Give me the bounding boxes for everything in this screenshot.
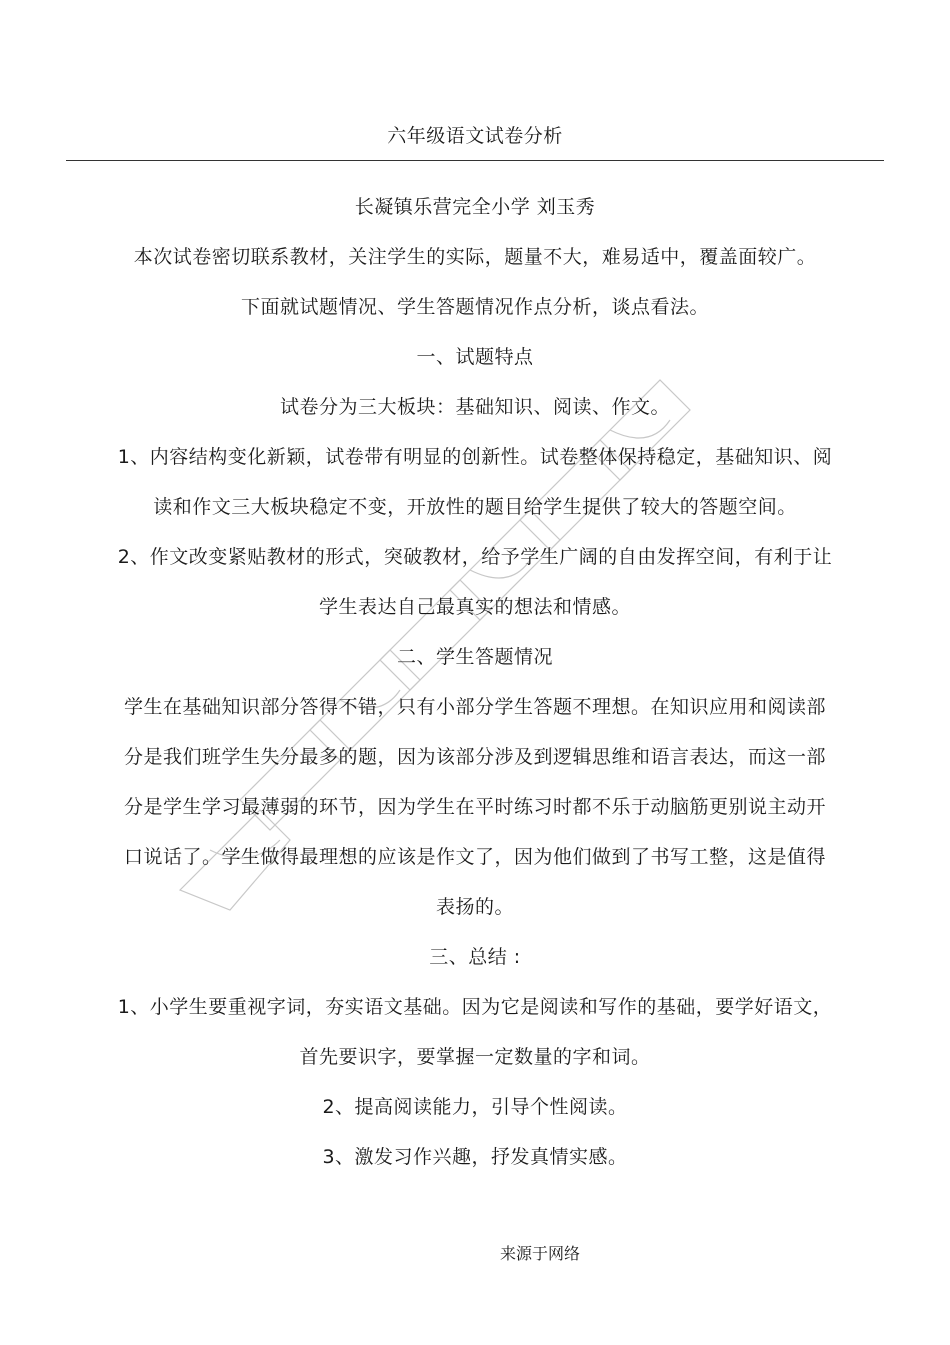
- section-heading-2: 二、学生答题情况: [396, 646, 553, 668]
- section-heading-1: 一、试题特点: [416, 346, 534, 368]
- text-line-8: 学生表达自己最真实的想法和情感。: [318, 596, 631, 618]
- text-line-19: 3、激发习作兴趣，抒发真情实感。: [322, 1146, 628, 1168]
- text-line-16: 1、小学生要重视字词，夯实语文基础。因为它是阅读和写作的基础，要学好语文，: [117, 996, 833, 1018]
- text-line-18: 2、提高阅读能力，引导个性阅读。: [322, 1096, 628, 1118]
- title-divider: [66, 160, 884, 161]
- author-line: 长凝镇乐营完全小学 刘玉秀: [354, 196, 596, 218]
- text-line-11: 分是我们班学生失分最多的题，因为该部分涉及到逻辑思维和语言表达，而这一部: [123, 746, 826, 768]
- text-line-10: 学生在基础知识部分答得不错，只有小部分学生答题不理想。在知识应用和阅读部: [123, 696, 826, 718]
- text-line-6: 读和作文三大板块稳定不变，开放性的题目给学生提供了较大的答题空间。: [153, 496, 797, 518]
- text-line-1: 本次试卷密切联系教材，关注学生的实际，题量不大，难易适中，覆盖面较广。: [133, 246, 817, 268]
- text-line-2: 下面就试题情况、学生答题情况作点分析，谈点看法。: [240, 296, 709, 318]
- text-line-5: 1、内容结构变化新颖，试卷带有明显的创新性。试卷整体保持稳定，基础知识、阅: [117, 446, 833, 468]
- document-title: 六年级语文试卷分析: [387, 125, 563, 147]
- footer-source: 来源于网络: [500, 1244, 581, 1263]
- text-line-14: 表扬的。: [435, 896, 514, 918]
- section-heading-3: 三、总结 :: [429, 946, 521, 968]
- text-line-4: 试卷分为三大板块：基础知识、阅读、作文。: [279, 396, 670, 418]
- text-line-12: 分是学生学习最薄弱的环节，因为学生在平时练习时都不乐于动脑筋更别说主动开: [123, 796, 826, 818]
- text-line-17: 首先要识字，要掌握一定数量的字和词。: [299, 1046, 651, 1068]
- text-line-13: 口说话了。学生做得最理想的应该是作文了，因为他们做到了书写工整，这是值得: [123, 846, 826, 868]
- text-line-7: 2、作文改变紧贴教材的形式，突破教材，给予学生广阔的自由发挥空间，有利于让: [117, 546, 833, 568]
